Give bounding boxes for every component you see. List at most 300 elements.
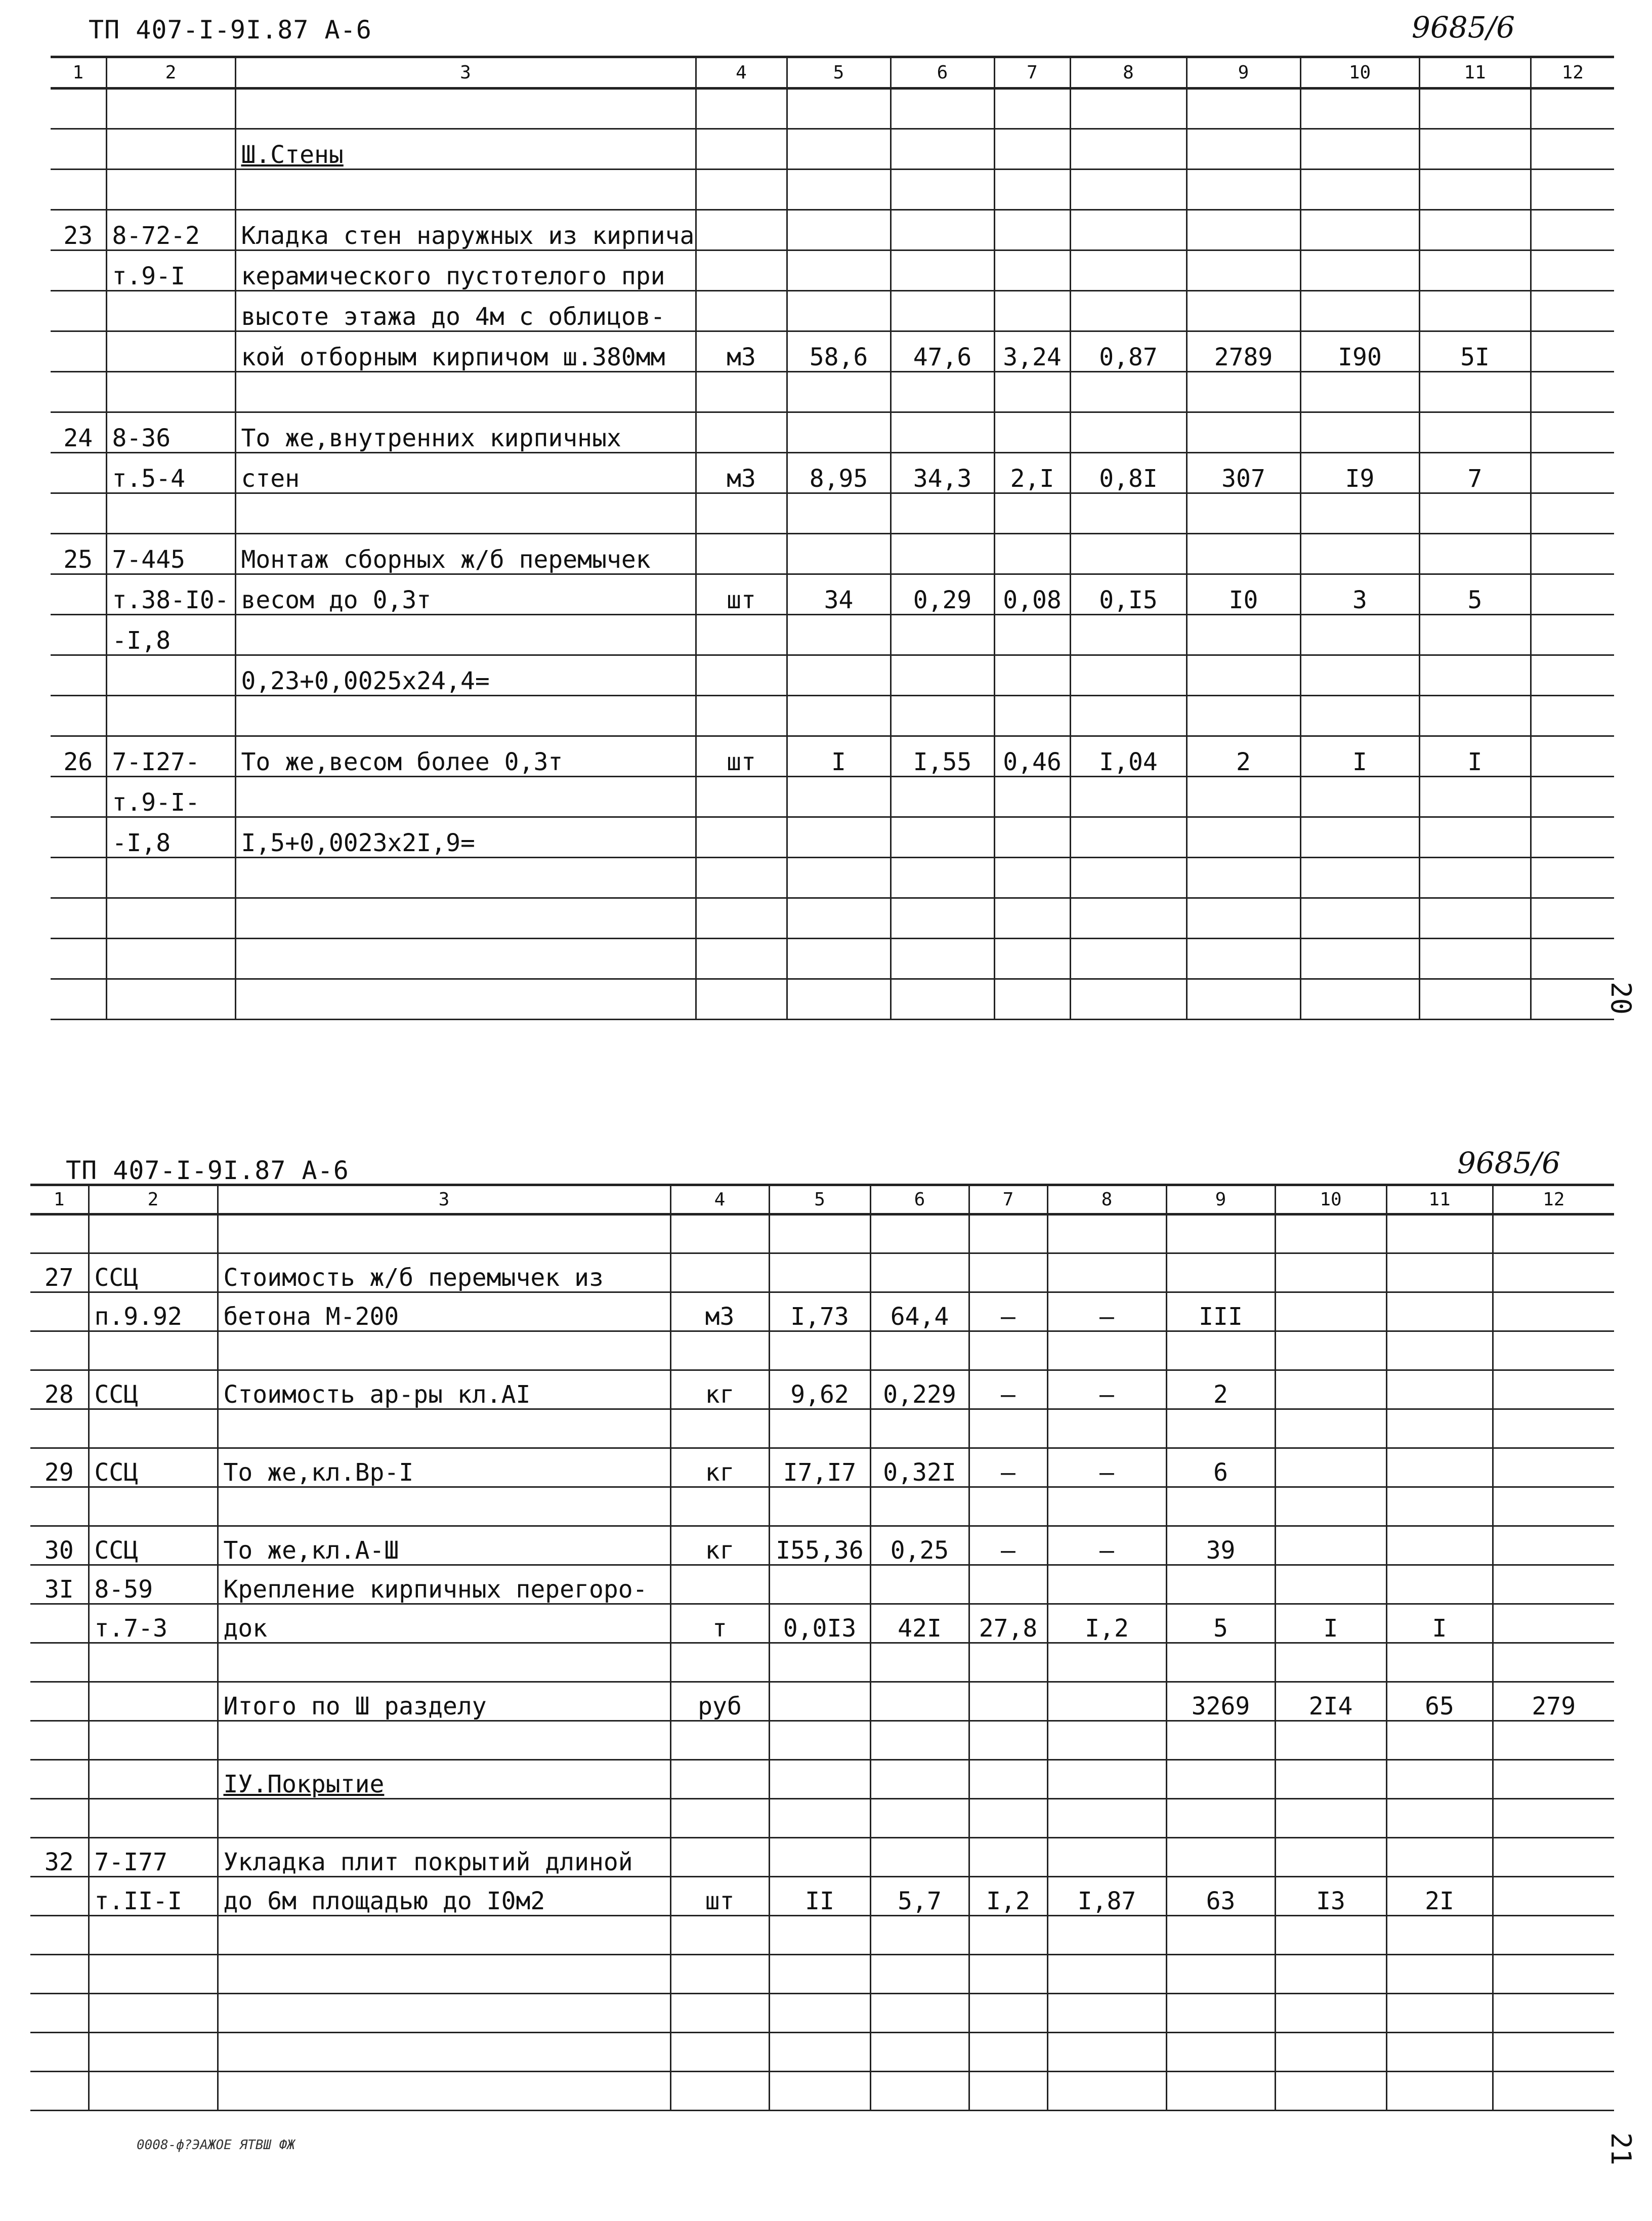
table-row <box>30 1877 1614 1916</box>
total-wages-cell <box>1300 372 1419 412</box>
total-machines-cell <box>1386 1760 1493 1799</box>
cost-wages-cell <box>969 1487 1047 1526</box>
unit-cell <box>670 1409 769 1448</box>
total-machines-cell: I <box>1386 1604 1493 1643</box>
total-wages-cell <box>1275 1253 1386 1292</box>
column-12-cell <box>1531 493 1614 534</box>
cost-wages-cell: 27,8 <box>969 1604 1047 1643</box>
table-row <box>51 331 1614 372</box>
total-cost-cell: 2 <box>1166 1370 1275 1409</box>
cost-wages-cell: – <box>969 1370 1047 1409</box>
norm-code-cell: т.5-4 <box>106 453 235 493</box>
cost-wages-cell: 2,I <box>994 453 1070 493</box>
item-number-cell <box>51 574 106 615</box>
table-row <box>51 574 1614 615</box>
total-machines-cell <box>1419 412 1531 453</box>
table-row <box>51 210 1614 250</box>
quantity-cell <box>787 89 891 129</box>
norm-code-cell: т.9-I- <box>106 777 235 817</box>
total-cost-cell <box>1187 939 1300 979</box>
unit-cell: м3 <box>696 453 787 493</box>
work-description-cell: бетона М-200 <box>218 1292 670 1331</box>
item-number-cell <box>30 1643 89 1682</box>
unit-cell <box>696 939 787 979</box>
unit-cell <box>670 1487 769 1526</box>
quantity-cell <box>769 1994 870 2033</box>
norm-code-cell <box>106 858 235 898</box>
cost-machines-cell: I,87 <box>1047 1877 1166 1916</box>
unit-cell: кг <box>670 1370 769 1409</box>
cost-wages-cell: – <box>969 1292 1047 1331</box>
total-cost-cell <box>1187 777 1300 817</box>
norm-code-cell: 7-445 <box>106 534 235 574</box>
cost-wages-cell <box>994 89 1070 129</box>
table-row <box>30 1526 1614 1565</box>
column-12-cell <box>1493 1643 1614 1682</box>
total-cost-cell <box>1166 1214 1275 1253</box>
total-wages-cell: I <box>1275 1604 1386 1643</box>
table-row <box>30 1253 1614 1292</box>
column-12-cell <box>1493 1955 1614 1994</box>
column-12-cell <box>1493 1916 1614 1955</box>
norm-code-cell <box>89 1955 218 1994</box>
work-description-cell: Кладка стен наружных из кирпича <box>235 210 696 250</box>
unit-cost-cell: 42I <box>870 1604 969 1643</box>
unit-cell: шт <box>696 736 787 777</box>
cost-wages-cell <box>969 1409 1047 1448</box>
total-cost-cell <box>1187 372 1300 412</box>
unit-cost-cell <box>891 696 994 736</box>
table-row <box>30 1331 1614 1370</box>
unit-cost-cell <box>870 1253 969 1292</box>
cost-machines-cell <box>1070 777 1187 817</box>
work-description-cell <box>218 1955 670 1994</box>
column-header-5: 5 <box>769 1185 870 1214</box>
column-header-1: 1 <box>51 57 106 89</box>
work-description-cell: весом до 0,3т <box>235 574 696 615</box>
unit-cost-cell <box>870 2033 969 2072</box>
unit-cost-cell <box>870 1565 969 1604</box>
cost-machines-cell: – <box>1047 1292 1166 1331</box>
cost-machines-cell <box>1047 1721 1166 1760</box>
total-cost-cell <box>1187 534 1300 574</box>
cost-wages-cell <box>969 1838 1047 1877</box>
column-header-12: 12 <box>1493 1185 1614 1214</box>
table-row <box>30 1760 1614 1799</box>
column-12-cell <box>1531 817 1614 858</box>
cost-machines-cell <box>1070 89 1187 129</box>
table-row <box>51 979 1614 1020</box>
table-row <box>51 939 1614 979</box>
item-number-cell <box>30 2033 89 2072</box>
column-12-cell <box>1531 655 1614 696</box>
cost-wages-cell <box>994 129 1070 170</box>
column-12-cell <box>1493 1994 1614 2033</box>
work-description-cell <box>218 1916 670 1955</box>
total-cost-cell <box>1187 898 1300 939</box>
norm-code-cell <box>89 2033 218 2072</box>
unit-cost-cell <box>891 250 994 291</box>
column-header-8: 8 <box>1047 1185 1166 1214</box>
unit-cell <box>696 615 787 655</box>
unit-cost-cell: I,55 <box>891 736 994 777</box>
cost-machines-cell: – <box>1047 1526 1166 1565</box>
total-wages-cell <box>1300 858 1419 898</box>
cost-wages-cell <box>994 939 1070 979</box>
quantity-cell <box>769 1565 870 1604</box>
unit-cost-cell <box>891 372 994 412</box>
cost-wages-cell <box>994 210 1070 250</box>
cost-machines-cell <box>1047 1955 1166 1994</box>
total-machines-cell <box>1419 696 1531 736</box>
total-cost-cell <box>1187 615 1300 655</box>
total-machines-cell: 7 <box>1419 453 1531 493</box>
work-description-cell <box>218 1799 670 1838</box>
column-12-cell <box>1493 1760 1614 1799</box>
unit-cell <box>696 372 787 412</box>
cost-machines-cell <box>1047 1331 1166 1370</box>
norm-code-cell <box>106 129 235 170</box>
cost-wages-cell <box>994 291 1070 331</box>
total-cost-cell: III <box>1166 1292 1275 1331</box>
table-row <box>30 1799 1614 1838</box>
quantity-cell <box>787 979 891 1020</box>
work-description-cell: керамического пустотелого при <box>235 250 696 291</box>
unit-cell <box>696 412 787 453</box>
column-12-cell: 279 <box>1493 1682 1614 1721</box>
total-wages-cell <box>1275 1838 1386 1877</box>
cost-wages-cell: 0,46 <box>994 736 1070 777</box>
total-cost-cell <box>1166 1565 1275 1604</box>
norm-code-cell: 8-72-2 <box>106 210 235 250</box>
norm-code-cell <box>89 1916 218 1955</box>
total-machines-cell <box>1386 1526 1493 1565</box>
norm-code-cell <box>106 291 235 331</box>
unit-cell: руб <box>670 1682 769 1721</box>
total-wages-cell <box>1300 817 1419 858</box>
total-wages-cell: I3 <box>1275 1877 1386 1916</box>
unit-cost-cell <box>891 939 994 979</box>
quantity-cell <box>787 534 891 574</box>
table-row <box>51 412 1614 453</box>
column-header-row <box>51 57 1614 89</box>
item-number-cell <box>30 1331 89 1370</box>
norm-code-cell: 8-59 <box>89 1565 218 1604</box>
total-cost-cell <box>1166 1487 1275 1526</box>
column-12-cell <box>1493 2072 1614 2111</box>
column-12-cell <box>1493 1877 1614 1916</box>
unit-cost-cell <box>891 615 994 655</box>
quantity-cell: 9,62 <box>769 1370 870 1409</box>
cost-wages-cell: 3,24 <box>994 331 1070 372</box>
total-wages-cell <box>1300 210 1419 250</box>
norm-code-cell <box>106 655 235 696</box>
column-12-cell <box>1531 412 1614 453</box>
norm-code-cell <box>106 898 235 939</box>
cost-wages-cell <box>969 1643 1047 1682</box>
work-description-cell <box>235 777 696 817</box>
column-12-cell <box>1531 372 1614 412</box>
cost-wages-cell: – <box>969 1448 1047 1487</box>
column-header-6: 6 <box>891 57 994 89</box>
table-row <box>51 898 1614 939</box>
work-description-cell <box>218 1487 670 1526</box>
cost-machines-cell <box>1070 170 1187 210</box>
total-wages-cell <box>1275 1214 1386 1253</box>
column-header-row <box>30 1185 1614 1214</box>
cost-wages-cell <box>994 412 1070 453</box>
unit-cell <box>670 2072 769 2111</box>
cost-machines-cell: – <box>1047 1370 1166 1409</box>
cost-machines-cell <box>1070 129 1187 170</box>
total-machines-cell <box>1419 979 1531 1020</box>
unit-cell <box>696 979 787 1020</box>
total-wages-cell <box>1275 1760 1386 1799</box>
unit-cost-cell <box>891 412 994 453</box>
print-footer-note: 0008-ф?ЭАЖОЕ ЯТВШ ФЖ <box>137 2138 295 2153</box>
table-row <box>51 291 1614 331</box>
cost-machines-cell <box>1070 291 1187 331</box>
column-header-4: 4 <box>696 57 787 89</box>
table-row <box>51 534 1614 574</box>
column-header-9: 9 <box>1166 1185 1275 1214</box>
total-machines-cell <box>1419 250 1531 291</box>
unit-cell: кг <box>670 1448 769 1487</box>
table-row <box>51 817 1614 858</box>
unit-cell <box>670 1916 769 1955</box>
column-header-8: 8 <box>1070 57 1187 89</box>
cost-machines-cell: 0,8I <box>1070 453 1187 493</box>
unit-cost-cell <box>870 1331 969 1370</box>
total-cost-cell <box>1166 1799 1275 1838</box>
total-wages-cell <box>1300 170 1419 210</box>
quantity-cell <box>787 615 891 655</box>
total-wages-cell <box>1275 1292 1386 1331</box>
work-description-cell: IУ.Покрытие <box>218 1760 670 1799</box>
table-row <box>51 615 1614 655</box>
total-wages-cell <box>1300 655 1419 696</box>
item-number-cell <box>51 493 106 534</box>
item-number-cell <box>51 331 106 372</box>
work-description-cell: Стоимость ж/б перемычек из <box>218 1253 670 1292</box>
unit-cost-cell <box>891 534 994 574</box>
unit-cell <box>696 129 787 170</box>
work-description-cell <box>218 1409 670 1448</box>
unit-cell <box>696 534 787 574</box>
total-machines-cell <box>1419 655 1531 696</box>
quantity-cell <box>787 493 891 534</box>
work-description-cell <box>235 858 696 898</box>
quantity-cell: 58,6 <box>787 331 891 372</box>
work-description-cell: Стоимость ар-ры кл.АI <box>218 1370 670 1409</box>
quantity-cell: I55,36 <box>769 1526 870 1565</box>
cost-wages-cell <box>969 1565 1047 1604</box>
cost-wages-cell <box>994 372 1070 412</box>
cost-wages-cell <box>994 615 1070 655</box>
total-wages-cell <box>1275 1916 1386 1955</box>
quantity-cell: II <box>769 1877 870 1916</box>
total-wages-cell <box>1275 1994 1386 2033</box>
norm-code-cell: -I,8 <box>106 615 235 655</box>
total-cost-cell <box>1166 1253 1275 1292</box>
total-machines-cell <box>1386 1643 1493 1682</box>
total-cost-cell: 307 <box>1187 453 1300 493</box>
total-cost-cell <box>1187 493 1300 534</box>
total-machines-cell <box>1386 1565 1493 1604</box>
quantity-cell <box>769 1682 870 1721</box>
total-cost-cell: 6 <box>1166 1448 1275 1487</box>
work-description-cell <box>218 1331 670 1370</box>
unit-cell <box>670 1565 769 1604</box>
unit-cell <box>670 1253 769 1292</box>
norm-code-cell <box>106 372 235 412</box>
total-wages-cell <box>1275 1643 1386 1682</box>
cost-wages-cell <box>994 898 1070 939</box>
norm-code-cell <box>106 979 235 1020</box>
cost-machines-cell <box>1047 1916 1166 1955</box>
cost-machines-cell <box>1047 1760 1166 1799</box>
table-row <box>51 655 1614 696</box>
column-12-cell <box>1531 939 1614 979</box>
cost-machines-cell <box>1070 817 1187 858</box>
total-cost-cell <box>1187 412 1300 453</box>
total-machines-cell <box>1386 1799 1493 1838</box>
cost-machines-cell <box>1070 210 1187 250</box>
column-header-7: 7 <box>969 1185 1047 1214</box>
unit-cost-cell <box>870 1838 969 1877</box>
total-machines-cell <box>1386 1838 1493 1877</box>
quantity-cell <box>787 777 891 817</box>
unit-cell: шт <box>670 1877 769 1916</box>
total-machines-cell <box>1386 1487 1493 1526</box>
item-number-cell <box>30 2072 89 2111</box>
quantity-cell <box>787 372 891 412</box>
norm-code-cell <box>106 696 235 736</box>
quantity-cell <box>769 1799 870 1838</box>
unit-cost-cell: 0,229 <box>870 1370 969 1409</box>
work-description-cell: 0,23+0,0025х24,4= <box>235 655 696 696</box>
total-wages-cell: 3 <box>1300 574 1419 615</box>
cost-wages-cell <box>969 1253 1047 1292</box>
unit-cost-cell <box>870 1955 969 1994</box>
item-number-cell <box>51 777 106 817</box>
work-description-cell: То же,кл.Вр-I <box>218 1448 670 1487</box>
item-number-cell <box>30 1409 89 1448</box>
table-row <box>30 1409 1614 1448</box>
table-row <box>51 453 1614 493</box>
cost-wages-cell <box>994 655 1070 696</box>
cost-machines-cell: 0,87 <box>1070 331 1187 372</box>
estimate-table <box>30 1184 1614 2111</box>
unit-cost-cell: 0,25 <box>870 1526 969 1565</box>
table-row <box>51 736 1614 777</box>
total-wages-cell <box>1275 2033 1386 2072</box>
column-12-cell <box>1531 534 1614 574</box>
total-wages-cell <box>1300 291 1419 331</box>
norm-code-cell <box>89 1643 218 1682</box>
total-machines-cell <box>1386 1214 1493 1253</box>
item-number-cell <box>51 250 106 291</box>
quantity-cell: I,73 <box>769 1292 870 1331</box>
unit-cost-cell: 47,6 <box>891 331 994 372</box>
item-number-cell: 27 <box>30 1253 89 1292</box>
work-description-cell: То же,внутренних кирпичных <box>235 412 696 453</box>
norm-code-cell <box>106 170 235 210</box>
total-wages-cell <box>1275 1487 1386 1526</box>
work-description-cell <box>218 1721 670 1760</box>
norm-code-cell <box>106 331 235 372</box>
total-cost-cell <box>1187 210 1300 250</box>
column-12-cell <box>1493 1292 1614 1331</box>
total-cost-cell: 3269 <box>1166 1682 1275 1721</box>
unit-cell <box>670 1760 769 1799</box>
total-machines-cell <box>1419 534 1531 574</box>
unit-cost-cell <box>870 1916 969 1955</box>
work-description-cell: То же,кл.А-Ш <box>218 1526 670 1565</box>
table-row <box>51 250 1614 291</box>
work-description-cell: Ш.Стены <box>235 129 696 170</box>
unit-cell <box>670 1214 769 1253</box>
norm-code-cell: 8-36 <box>106 412 235 453</box>
column-header-6: 6 <box>870 1185 969 1214</box>
total-wages-cell <box>1275 1721 1386 1760</box>
norm-code-cell: т.38-I0- <box>106 574 235 615</box>
total-wages-cell <box>1300 777 1419 817</box>
unit-cost-cell <box>891 170 994 210</box>
total-cost-cell <box>1166 1994 1275 2033</box>
column-header-11: 11 <box>1386 1185 1493 1214</box>
column-12-cell <box>1531 979 1614 1020</box>
total-cost-cell <box>1166 1955 1275 1994</box>
column-12-cell <box>1493 1604 1614 1643</box>
column-12-cell <box>1493 1487 1614 1526</box>
unit-cell: м3 <box>670 1292 769 1331</box>
quantity-cell <box>769 2072 870 2111</box>
column-12-cell <box>1531 210 1614 250</box>
cost-wages-cell <box>969 1214 1047 1253</box>
quantity-cell <box>769 1955 870 1994</box>
quantity-cell <box>769 1487 870 1526</box>
norm-code-cell <box>106 493 235 534</box>
total-machines-cell: I <box>1419 736 1531 777</box>
item-number-cell <box>51 858 106 898</box>
total-cost-cell <box>1166 1331 1275 1370</box>
sheet-code: ТП 407-I-9I.87 А-6 <box>89 15 372 45</box>
item-number-cell <box>30 1799 89 1838</box>
cost-machines-cell <box>1047 2072 1166 2111</box>
cost-machines-cell <box>1070 939 1187 979</box>
quantity-cell <box>787 858 891 898</box>
quantity-cell: 0,0I3 <box>769 1604 870 1643</box>
norm-code-cell: ССЦ <box>89 1526 218 1565</box>
column-12-cell <box>1531 453 1614 493</box>
item-number-cell <box>51 453 106 493</box>
column-12-cell <box>1493 1370 1614 1409</box>
total-wages-cell <box>1275 1955 1386 1994</box>
cost-wages-cell <box>969 1994 1047 2033</box>
total-cost-cell <box>1166 2033 1275 2072</box>
unit-cost-cell <box>870 1721 969 1760</box>
column-12-cell <box>1493 2033 1614 2072</box>
norm-code-cell: т.7-3 <box>89 1604 218 1643</box>
total-machines-cell <box>1386 2072 1493 2111</box>
cost-wages-cell <box>969 2033 1047 2072</box>
norm-code-cell: т.II-I <box>89 1877 218 1916</box>
item-number-cell <box>51 129 106 170</box>
column-header-4: 4 <box>670 1185 769 1214</box>
work-description-cell: Крепление кирпичных перегоро- <box>218 1565 670 1604</box>
norm-code-cell <box>89 1214 218 1253</box>
